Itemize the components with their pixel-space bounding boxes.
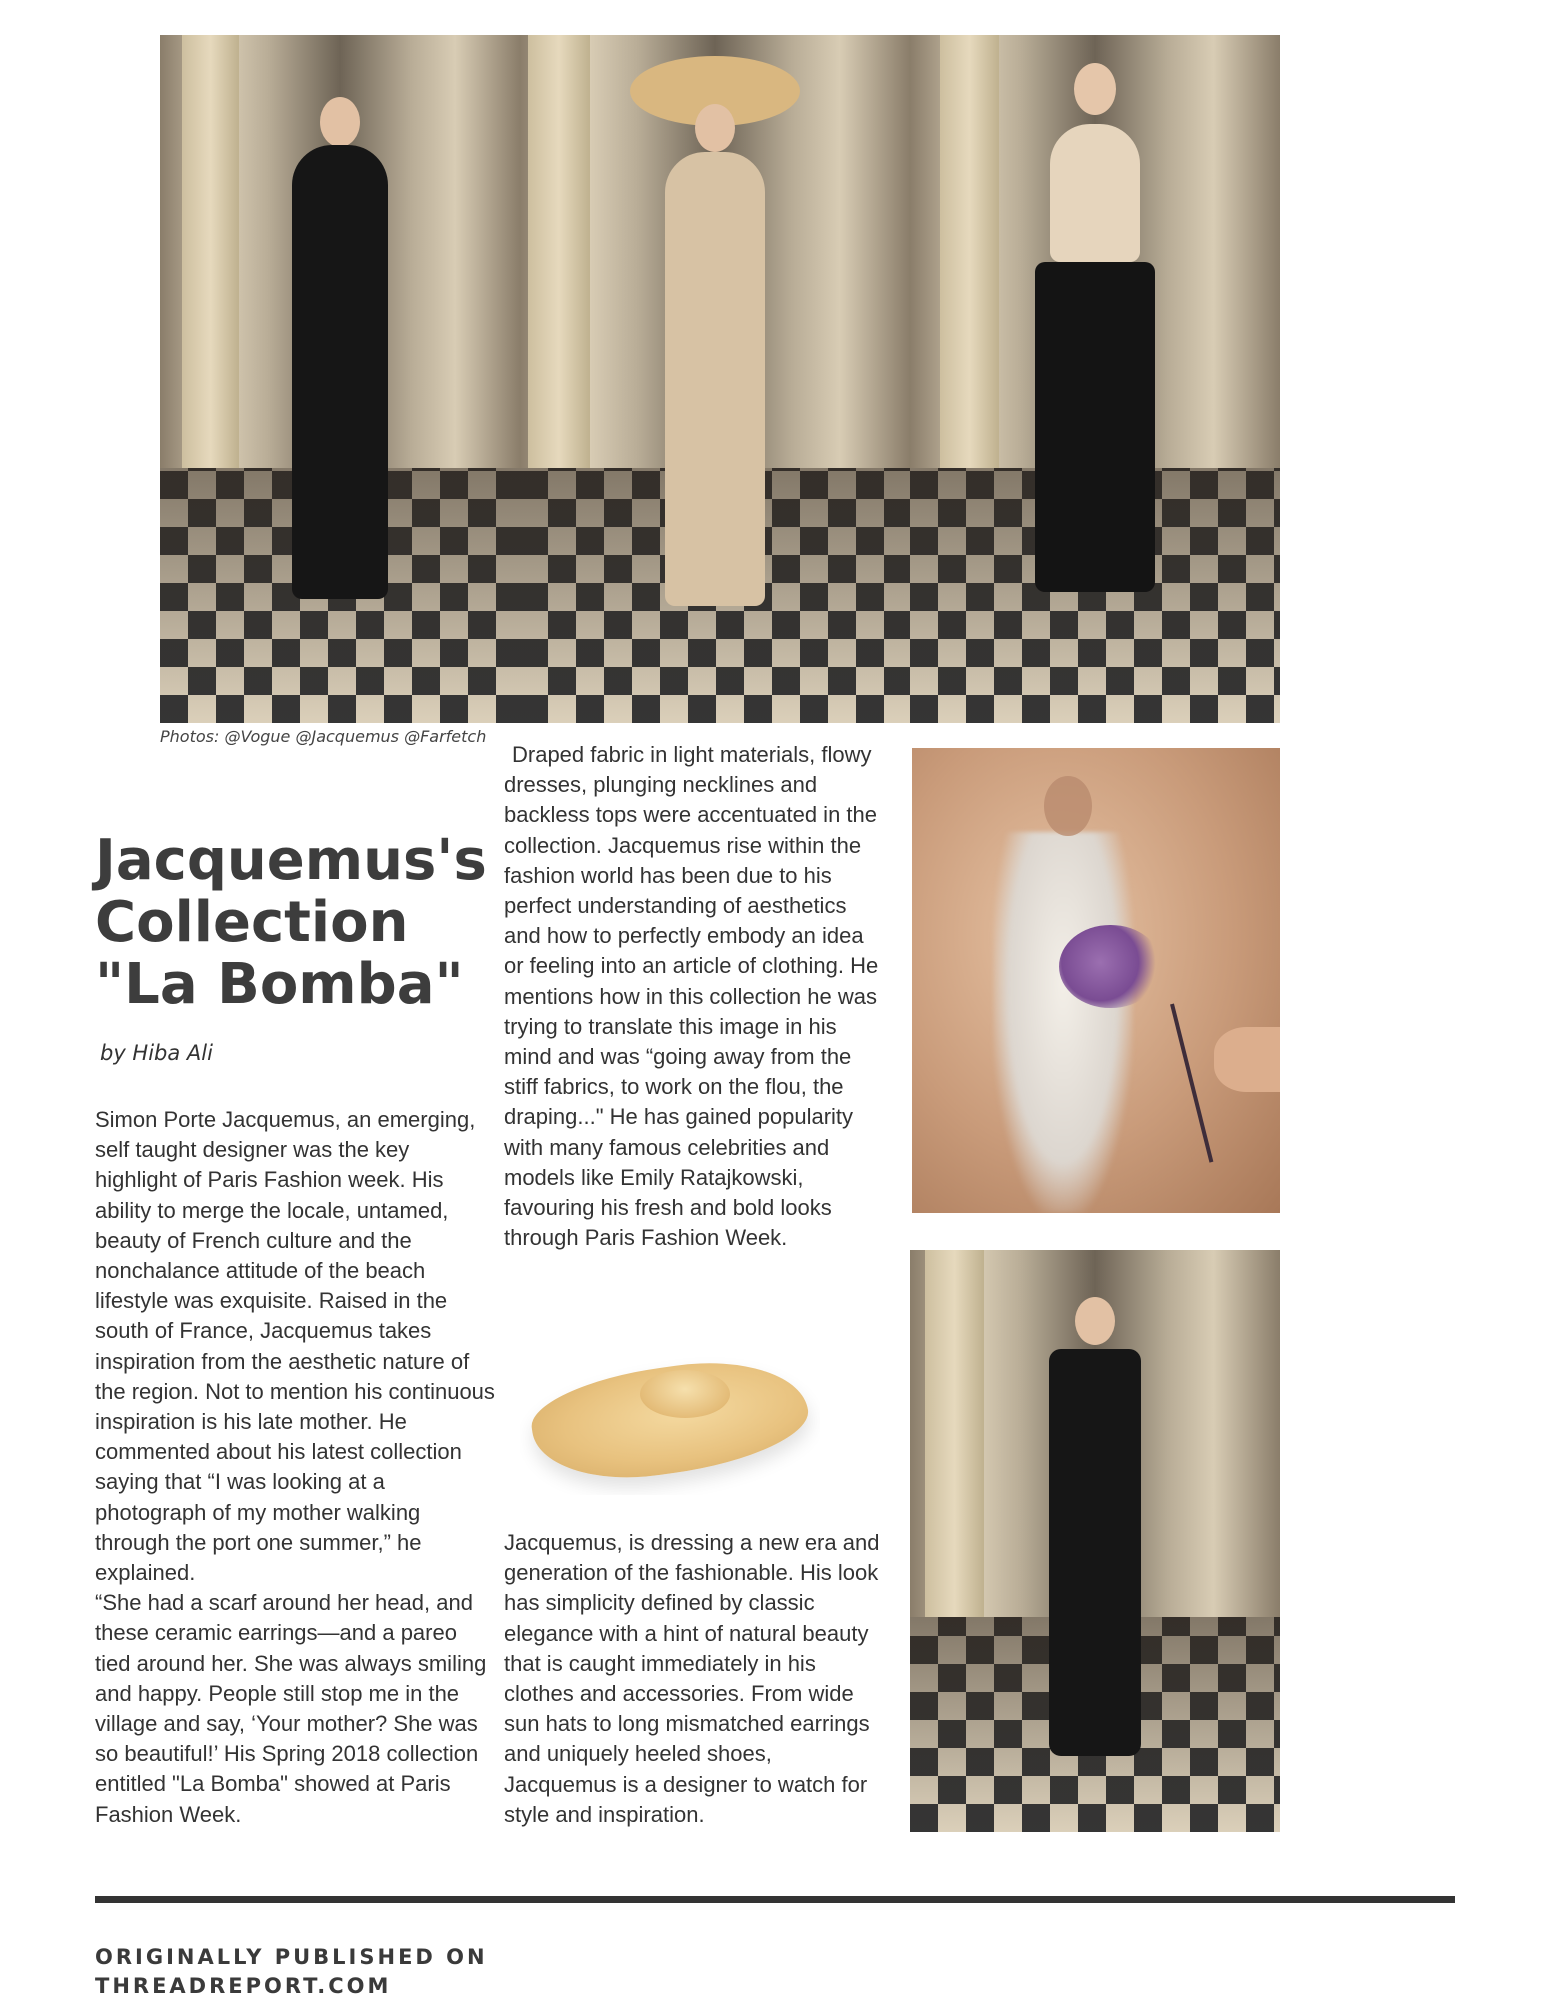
lilac-bouquet-photo bbox=[912, 748, 1280, 1213]
footer-line-2: THREADREPORT.COM bbox=[95, 1974, 392, 1998]
runway-photo-black-dress bbox=[910, 1250, 1280, 1832]
footer-line-1: ORIGINALLY PUBLISHED ON bbox=[95, 1945, 488, 1969]
runway-photo-two-tone-look bbox=[910, 35, 1280, 723]
article-byline: by Hiba Ali bbox=[100, 1041, 213, 1065]
photo-credit: Photos: @Vogue @Jacquemus @Farfetch bbox=[160, 727, 487, 746]
article-title: Jacquemus's Collection "La Bomba" bbox=[95, 828, 487, 1017]
footer-publication-note bbox=[95, 1943, 695, 2001]
column-2-top-text: Draped fabric in light materials, flowy dresses, plunging necklines and backless tops were accentuated in the collection. Jacquemus rise within the fashion world has been due to his perfect understanding of aesthetics and how to perfectly embody an idea or feeling into an article of clothing. He mentions how in this collection he was trying to translate this image in his mind and was “going away from the stiff fabrics, to work on the flou, the draping..." He has gained popularity with many famous celebrities and models like Emily Ratajkowski, favouring his fresh and bold looks through Paris Fashion Week. bbox=[504, 742, 879, 1251]
runway-photo-black-look bbox=[160, 35, 520, 723]
footer-divider bbox=[95, 1896, 1455, 1903]
column-2-bottom-text: Jacquemus, is dressing a new era and generation of the fashionable. His look has simplicity defined by classic elegance with a hint of natural beauty that is caught immediately in his clothes and accessories. From wide sun hats to long mismatched earrings and uniquely heeled shoes, Jacquemus is a designer to watch for style and inspiration. bbox=[504, 1530, 880, 1827]
runway-photo-beige-look bbox=[520, 35, 910, 723]
straw-hat-photo bbox=[520, 1335, 820, 1495]
column-1-text: Simon Porte Jacquemus, an emerging, self taught designer was the key highlight of Paris Fashion week. His ability to merge the locale, untamed, beauty of French culture and the nonchalance attitude of the beach lifestyle was exquisite. Raised in the south of France, Jacquemus takes inspiration from the aesthetic nature of the region. Not to mention his continuous inspiration is his late mother. He commented about his latest collection saying that “I was looking at a photograph of my mother walking through the port one summer,” he explained. “She had a scarf around her head, and these ceramic earrings—and a pareo tied around her. She was always smiling and happy. People still stop me in the village and say, ‘Your mother? She was so beautiful!’ His Spring 2018 collection entitled "La Bomba" showed at Paris Fashion Week. bbox=[95, 1107, 495, 1827]
